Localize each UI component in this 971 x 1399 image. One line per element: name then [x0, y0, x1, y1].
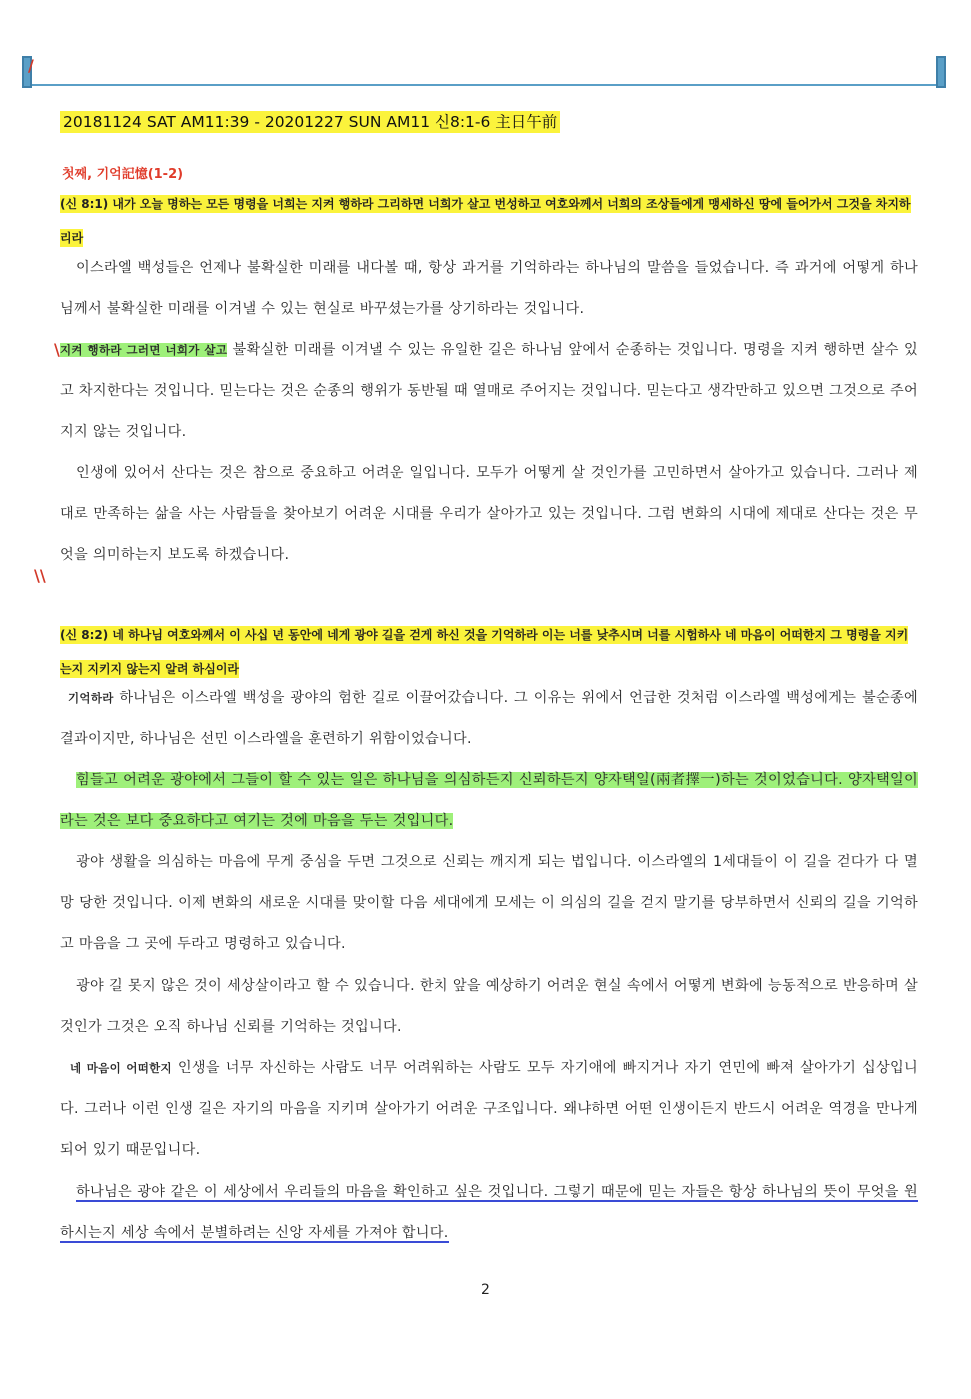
header-title: 20181124 SAT AM11:39 - 20201227 SUN AM11 신8:1-6 主日午前	[60, 111, 560, 133]
document-header	[60, 110, 560, 132]
top-border-bar	[22, 56, 946, 88]
right-bar-cap	[936, 56, 946, 88]
paragraph-6: 광야 생활을 의심하는 마음에 무게 중심을 두면 그것으로 신뢰는 깨지게 되는 법입니다. 이스라엘의 1세대들이 이 길을 걷다가 다 멸망 당한 것입니다. 이제 변화의 새로운 시대를 맞이할 다음 세대에게 모세는 이 의심의 길을 걷지 말기를 당부하면서 신뢰의 길을 기억하고 마음을 그 곳에 두라고 명령하고 있습니다.	[60, 854, 918, 952]
verse-8-2-text: (신 8:2) 네 하나님 여호와께서 이 사십 년 동안에 네게 광야 길을 걷게 하신 것을 기억하라 이는 너를 낮추시며 너를 시험하사 네 마음이 어떠한지 그 명령을 지키는지 지키지 않는지 알려 하심이라	[60, 628, 909, 676]
paragraph-2-body: 불확실한 미래를 이겨낼 수 있는 유일한 길은 하나님 앞에서 순종하는 것입니다. 명령을 지켜 행하면 살수 있고 차지한다는 것입니다. 믿는다는 것은 순종의 행위가 동반될 때 열매로 주어지는 것입니다. 믿는다고 생각만하고 있으면 그것으로 주어지지 않는 것입니다.	[60, 342, 918, 440]
paragraph-8-body: 인생을 너무 자신하는 사람도 너무 어려워하는 사람도 모두 자기애에 빠지거나 자기 연민에 빠져 살아가기 십상입니다. 그러나 이런 인생 길은 자기의 마음을 지키며 살아가기 어려운 구조입니다. 왜냐하면 어떤 인생이든지 반드시 어려운 역경을 만나게 되어 있기 때문입니다.	[60, 1060, 918, 1158]
paragraph-2-lead: 지켜 행하라 그러면 너희가 살고	[60, 343, 228, 357]
paragraph-2	[60, 330, 918, 453]
paragraph-4-lead: 기억하라	[68, 691, 114, 705]
verse-8-2	[60, 618, 918, 686]
paragraph-3: 인생에 있어서 산다는 것은 참으로 중요하고 어려운 일입니다. 모두가 어떻게 살 것인가를 고민하면서 살아가고 있습니다. 그러나 제대로 만족하는 삶을 사는 사람들을 찾아보기 어려운 시대를 우리가 살아가고 있는 것입니다. 그럼 변화의 시대에 제대로 산다는 것은 무엇을 의미하는지 보도록 하겠습니다.	[60, 465, 918, 563]
paragraph-9-body: 하나님은 광야 같은 이 세상에서 우리들의 마음을 확인하고 싶은 것입니다. 그렇기 때문에 믿는 자들은 항상 하나님의 뜻이 무엇을 원하시는지 세상 속에서 분별하려는 신앙 자세를 가져야 합니다.	[60, 1184, 918, 1241]
paragraph-4-body: 하나님은 이스라엘 백성을 광야의 험한 길로 이끌어갔습니다. 그 이유는 위에서 언급한 것처럼 이스라엘 백성에게는 불순종에 결과이지만, 하나님은 선민 이스라엘을 훈련하기 위함이었습니다.	[60, 690, 918, 747]
verse-8-1-text: (신 8:1) 내가 오늘 명하는 모든 명령을 너희는 지켜 행하라 그리하면 너희가 살고 번성하고 여호와께서 너희의 조상들에게 맹세하신 땅에 들어가서 그것을 차지하리라	[60, 197, 911, 245]
top-rule	[32, 84, 936, 86]
verse-8-1	[60, 187, 918, 255]
paragraph-9	[60, 1172, 918, 1254]
paragraph-8	[60, 1048, 918, 1171]
margin-tick-mark: \\	[34, 566, 46, 585]
paragraph-7: 광야 길 못지 않은 것이 세상살이라고 할 수 있습니다. 한치 앞을 예상하기 어려운 현실 속에서 어떻게 변화에 능동적으로 반응하며 살 것인가 그것은 오직 하나님 신뢰를 기억하는 것입니다.	[60, 978, 918, 1035]
paragraph-5-body: 힘들고 어려운 광야에서 그들이 할 수 있는 일은 하나님을 의심하든지 신뢰하든지 양자택일(兩者擇一)하는 것이었습니다. 양자택일이라는 것은 보다 중요하다고 여기는 것에 마음을 두는 것입니다.	[60, 772, 918, 829]
margin-tick-mark: /	[28, 56, 34, 75]
paragraph-4	[60, 678, 918, 760]
margin-tick-mark: \	[54, 340, 60, 359]
section-title: 첫째, 기억記憶(1-2)	[62, 167, 184, 182]
paragraph-1: 이스라엘 백성들은 언제나 불확실한 미래를 내다볼 때, 항상 과거를 기억하라는 하나님의 말씀을 들었습니다. 즉 과거에 어떻게 하나님께서 불확실한 미래를 이겨낼 수 있는 현실로 바꾸셨는가를 상기하라는 것입니다.	[60, 260, 918, 317]
paragraph-5	[60, 760, 918, 842]
paragraph-8-lead: 네 마음이 어떠한지	[70, 1061, 172, 1075]
page-number: 2	[481, 1282, 490, 1298]
